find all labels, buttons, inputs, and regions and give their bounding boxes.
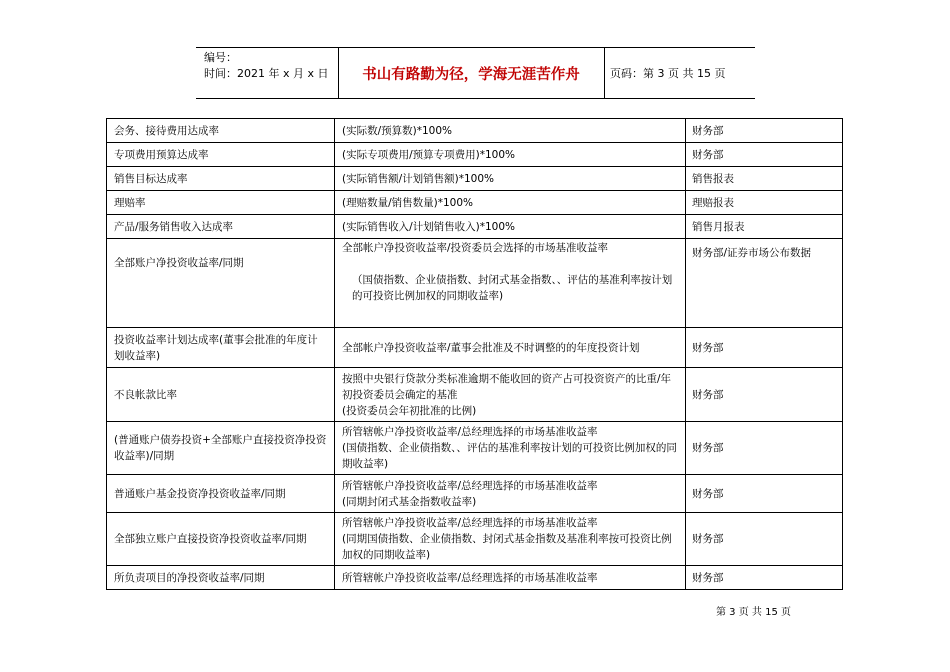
table-row [107, 475, 843, 513]
header-page-info: 页码：第 3 页 共 15 页 [610, 67, 726, 80]
page-footer: 第 3 页 共 15 页 [716, 607, 791, 618]
kpi-name-cell: 不良帐款比率 [107, 368, 335, 422]
table-row [107, 513, 843, 566]
page-header [196, 47, 755, 99]
source-cell: 理赔报表 [686, 191, 843, 215]
table-row [107, 566, 843, 590]
table-row [107, 167, 843, 191]
formula-line: 所管辖帐户净投资收益率/总经理选择的市场基准收益率 [342, 517, 598, 529]
source-cell: 销售报表 [686, 167, 843, 191]
kpi-name-cell: 普通账户基金投资净投资收益率/同期 [107, 475, 335, 513]
formula-line: 所管辖帐户净投资收益率/总经理选择的市场基准收益率 [342, 479, 598, 492]
formula-cell: 全部帐户净投资收益率/董事会批准及不时调整的的年度投资计划 [335, 328, 686, 368]
source-cell: 财务部 [686, 475, 843, 513]
formula-cell [335, 513, 686, 566]
source-cell: 财务部 [686, 513, 843, 566]
kpi-name-cell: (普通账户债券投资+全部账户直接投资净投资收益率)/同期 [107, 422, 335, 475]
source-cell: 财务部 [686, 368, 843, 422]
header-motto: 书山有路勤为径，学海无涯苦作舟 [362, 66, 580, 83]
kpi-table [106, 118, 843, 590]
kpi-name-cell: 投资收益率计划达成率(董事会批准的年度计划收益率) [107, 328, 335, 368]
source-cell: 财务部 [686, 566, 843, 590]
formula-note: (投资委员会年初批准的比例) [342, 404, 477, 417]
formula-line: 全部帐户净投资收益率/投资委员会选择的市场基准收益率 [342, 242, 609, 254]
formula-cell: (实际销售额/计划销售额)*100% [335, 167, 686, 191]
formula-note: (国债指数、企业债指数、、评估的基准利率按计划的可投资比例加权的同期收益率) [342, 442, 677, 470]
formula-cell: 所管辖帐户净投资收益率/总经理选择的市场基准收益率 [335, 566, 686, 590]
kpi-name-cell: 产品/服务销售收入达成率 [107, 215, 335, 239]
formula-cell [335, 422, 686, 475]
formula-cell [335, 239, 686, 328]
header-meta [204, 50, 329, 82]
formula-cell [335, 368, 686, 422]
formula-line: 所管辖帐户净投资收益率/总经理选择的市场基准收益率 [342, 426, 598, 438]
source-cell: 财务部/证券市场公布数据 [686, 239, 843, 328]
source-cell: 财务部 [686, 119, 843, 143]
formula-cell: (实际销售收入/计划销售收入)*100% [335, 215, 686, 239]
kpi-name-cell: 会务、接待费用达成率 [107, 119, 335, 143]
table-row [107, 191, 843, 215]
source-cell: 销售月报表 [686, 215, 843, 239]
formula-note: (同期封闭式基金指数收益率) [342, 495, 477, 508]
table-row [107, 215, 843, 239]
table-row [107, 422, 843, 475]
table-row [107, 143, 843, 167]
formula-cell: (实际专项费用/预算专项费用)*100% [335, 143, 686, 167]
formula-cell [335, 475, 686, 513]
header-divider [604, 48, 605, 98]
kpi-name-cell: 理赔率 [107, 191, 335, 215]
kpi-name-cell: 所负责项目的净投资收益率/同期 [107, 566, 335, 590]
kpi-name-cell: 全部独立账户直接投资净投资收益率/同期 [107, 513, 335, 566]
kpi-name-cell: 全部账户净投资收益率/同期 [107, 239, 335, 328]
formula-note: （国债指数、企业债指数、封闭式基金指数、、评估的基准利率按计划的可投资比例加权的同期收益率) [352, 274, 673, 302]
doc-number-label: 编号： [204, 51, 237, 64]
table-row [107, 328, 843, 368]
formula-line: 按照中央银行贷款分类标准逾期不能收回的资产占可投资资产的比重/年初投资委员会确定的基准 [342, 372, 672, 401]
kpi-name-cell: 专项费用预算达成率 [107, 143, 335, 167]
header-divider [338, 48, 339, 98]
table-row [107, 368, 843, 422]
source-cell: 财务部 [686, 328, 843, 368]
formula-cell: (实际数/预算数)*100% [335, 119, 686, 143]
doc-time-label: 时间：2021 年 x 月 x 日 [204, 67, 329, 80]
formula-note: (同期国债指数、企业债指数、封闭式基金指数及基准利率按可投资比例加权的同期收益率) [342, 533, 672, 561]
kpi-name-cell: 销售目标达成率 [107, 167, 335, 191]
table-row [107, 239, 843, 328]
formula-cell: (理赔数量/销售数量)*100% [335, 191, 686, 215]
source-cell: 财务部 [686, 143, 843, 167]
table-row [107, 119, 843, 143]
source-cell: 财务部 [686, 422, 843, 475]
